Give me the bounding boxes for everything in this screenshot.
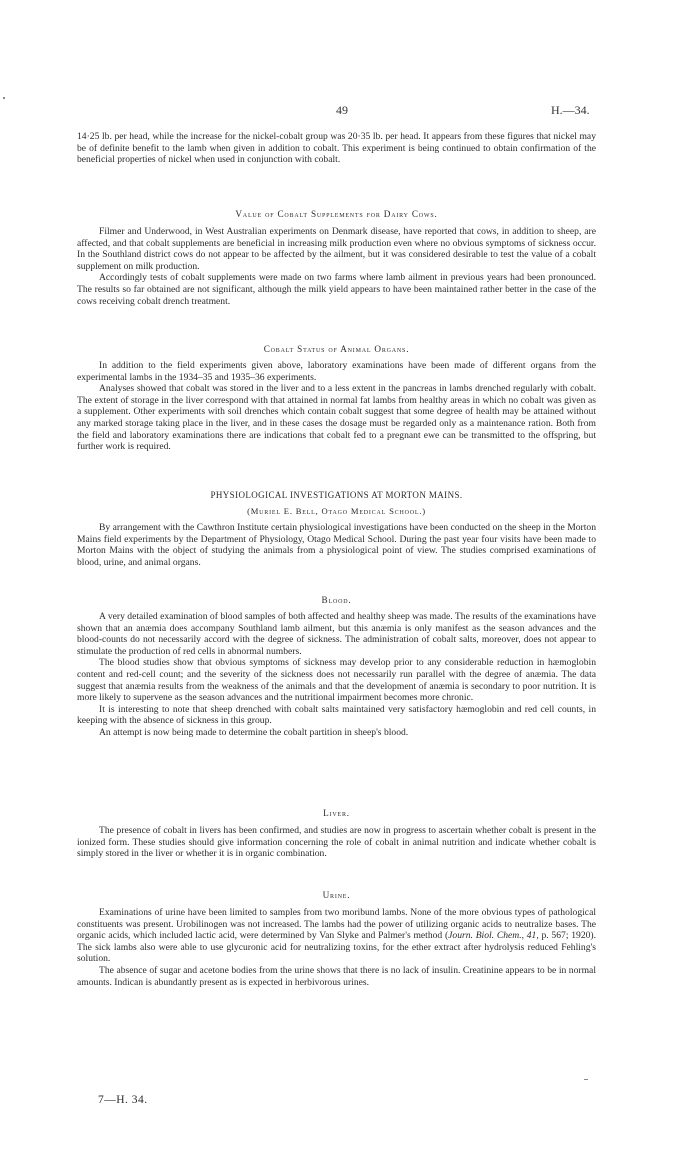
section-title-blood: Blood. <box>321 595 352 605</box>
organs-paragraph-1: In addition to the field experiments given above, laboratory examinations have been made of different organs from the experimental lambs in the 1934–35 and 1935–36 experiments. <box>77 360 596 383</box>
liver-paragraph-1: The presence of cobalt in livers has been confirmed, and studies are now in progress to ascertain whether cobalt is present in the ionized form. These studies should give information concerning the role of cobalt in animal nutrition and indicate whether cobalt is simply stored in the liver or whether it is in organic combination. <box>77 825 596 860</box>
urine-paragraph-1 <box>77 907 596 965</box>
blood-paragraph-4: An attempt is now being made to determine the cobalt partition in sheep's blood. <box>99 726 409 738</box>
dairy-paragraph-1: Filmer and Underwood, in West Australian experiments on Denmark disease, have reported that cows, in addition to sheep, are affected, and that cobalt supplements are beneficial in increasing milk production even where no obvious symptoms of sickness occur. In the Southland district cows do not appear to be affected by the ailment, but it was considered desirable to test the value of a cobalt supplement on milk production. <box>77 226 596 272</box>
section-title-organs: Cobalt Status of Animal Organs. <box>263 344 410 354</box>
blood-paragraph-2: The blood studies show that obvious symptoms of sickness may develop prior to any considerable reduction in hæmoglobin content and red-cell count; and the severity of the sickness does not necessarily run parallel with the degree of anæmia. The data suggest that anæmia results from the weakness of the animals and that the development of anæmia is secondary to poor nutrition. It is more likely to supervene as the season advances and the nutritional impairment becomes more chronic. <box>77 657 596 704</box>
sheet-reference: 7—H. 34. <box>98 1094 148 1106</box>
liver-section <box>77 825 596 860</box>
dairy-section <box>77 226 596 307</box>
urine-text-a: Examinations of urine have been limited to samples from two moribund lambs. None of the more obvious types of pathological constituents was present. Urobilinogen was not increased. The lambs had the power of utilizing organic acids to neutralize bases. The organic acids, which included lactic acid, were determined by Van Slyke and Palmer's method ( <box>77 907 596 942</box>
section-title-liver: Liver. <box>323 808 350 818</box>
blood-section <box>77 611 596 739</box>
urine-text-b: p. 567; 1920). The sick lambs also were able to use glycuronic acid for neutralizing toxins, for the ether extract after hydrolysis reduced Fehling's solution. <box>77 930 597 965</box>
physiological-paragraph-1: By arrangement with the Cawthron Institute certain physiological investigations have been conducted on the sheep in the Morton Mains field experiments by the Department of Physiology, Otago Medical School. During the past year four visits have been made to Morton Mains with the object of studying the animals from a physiological point of view. The studies comprised examinations of blood, urine, and animal organs. <box>77 522 596 568</box>
page-number: 49 <box>336 103 348 117</box>
dairy-paragraph-2: Accordingly tests of cobalt supplements were made on two farms where lamb ailment in previous years had been pronounced. The results so far obtained are not significant, although the milk yield appears to have been maintained rather better in the case of the cows receiving cobalt drench treatment. <box>77 272 596 307</box>
blood-paragraph-1: A very detailed examination of blood samples of both affected and healthy sheep was made. The results of the examinations have shown that an anæmia does accompany Southland lamb ailment, but this anæmia is only manifest as the season advances and the blood-counts do not necessarily accord with the degree of sickness. The administration of cobalt salts, moreover, does not appear to stimulate the production of red cells in abnormal numbers. <box>77 611 596 657</box>
margin-mark <box>3 97 5 99</box>
organs-paragraph-2: Analyses showed that cobalt was stored in the liver and to a less extent in the pancreas in lambs drenched regularly with cobalt. The extent of storage in the liver correspond with that attained in normal fat lambs from healthy areas in which no cobalt was given as a supplement. Other experiments with soil drenches which contain cobalt suggest that some degree of health may be attained without any marked storage taking place in the liver, and in these cases the dosage must be regarded only as a maintenance ration. Both from the field and laboratory examinations there are indications that cobalt fed to a pregnant ewe can be transmitted to the offspring, but further work is required. <box>77 383 596 453</box>
section-title-urine: Urine. <box>322 890 351 900</box>
section-title-dairy: Value of Cobalt Supplements for Dairy Cows. <box>235 209 438 219</box>
section-title-physiological: PHYSIOLOGICAL INVESTIGATIONS AT MORTON MAINS. <box>210 490 463 500</box>
organs-section <box>77 360 596 453</box>
intro-paragraph <box>77 131 596 166</box>
margin-mark <box>584 1079 588 1080</box>
urine-paragraph-2: The absence of sugar and acetone bodies from the urine shows that there is no lack of insulin. Creatinine appears to be in normal amounts. Indican is abundantly present as is expected in herbivorous urines. <box>77 964 596 988</box>
urine-section <box>77 907 596 988</box>
journal-citation: Journ. Biol. Chem., 41, <box>448 930 539 942</box>
author-byline: (Muriel E. Bell, Otago Medical School.) <box>247 506 426 516</box>
physiological-section <box>77 522 596 568</box>
blood-paragraph-3: It is interesting to note that sheep drenched with cobalt salts maintained very satisfactory hæmoglobin and red cell counts, in keeping with the absence of sickness in this group. <box>77 703 596 727</box>
intro-text: 14·25 lb. per head, while the increase for the nickel-cobalt group was 20·35 lb. per head. It appears from these figures that nickel may be of definite benefit to the lamb when given in addition to cobalt. This experiment is being continued to obtain confirmation of the beneficial properties of nickel when used in conjunction with cobalt. <box>77 131 596 166</box>
document-reference: H.—34. <box>551 103 590 117</box>
